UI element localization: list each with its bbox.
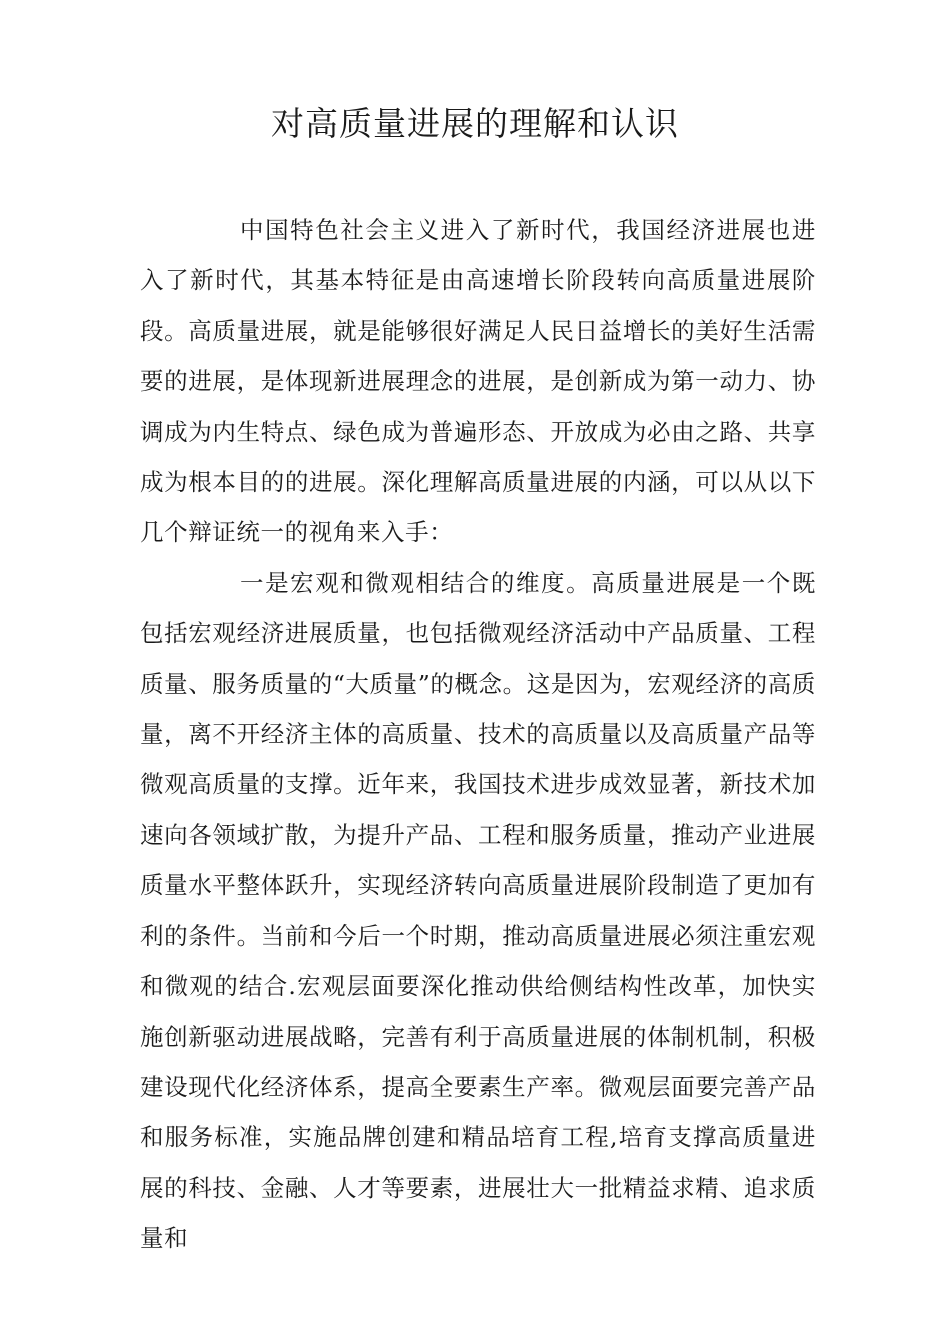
- paragraph-macro-micro: 一是宏观和微观相结合的维度。高质量进展是一个既包括宏观经济进展质量，也包括微观经济活动中产品质量、工程质量、服务质量的“大质量”的概念。这是因为，宏观经济的高质量，离不开经济主体的高质量、技术的高质量以及高质量产品等微观高质量的支撑。近年来，我国技术进步成效显著，新技术加速向各领域扩散，为提升产品、工程和服务质量，推动产业进展质量水平整体跃升，实现经济转向高质量进展阶段制造了更加有利的条件。当前和今后一个时期，推动高质量进展必须注重宏观和微观的结合.宏观层面要深化推动供给侧结构性改革，加快实施创新驱动进展战略，完善有利于高质量进展的体制机制，积极建设现代化经济体系，提高全要素生产率。微观层面要完善产品和服务标准，实施品牌创建和精品培育工程,培育支撑高质量进展的科技、金融、人才等要素，进展壮大一批精益求精、追求质量和: [140, 568, 816, 1253]
- document-title: 对高质量进展的理解和认识: [271, 104, 679, 143]
- document-body: [140, 205, 816, 1264]
- paragraph-intro: 中国特色社会主义进入了新时代，我国经济进展也进入了新时代，其基本特征是由高速增长阶段转向高质量进展阶段。高质量进展，就是能够很好满足人民日益增长的美好生活需要的进展，是体现新进展理念的进展，是创新成为第一动力、协调成为内生特点、绿色成为普遍形态、开放成为必由之路、共享成为根本目的的进展。深化理解高质量进展的内涵，可以从以下几个辩证统一的视角来入手：: [140, 216, 816, 547]
